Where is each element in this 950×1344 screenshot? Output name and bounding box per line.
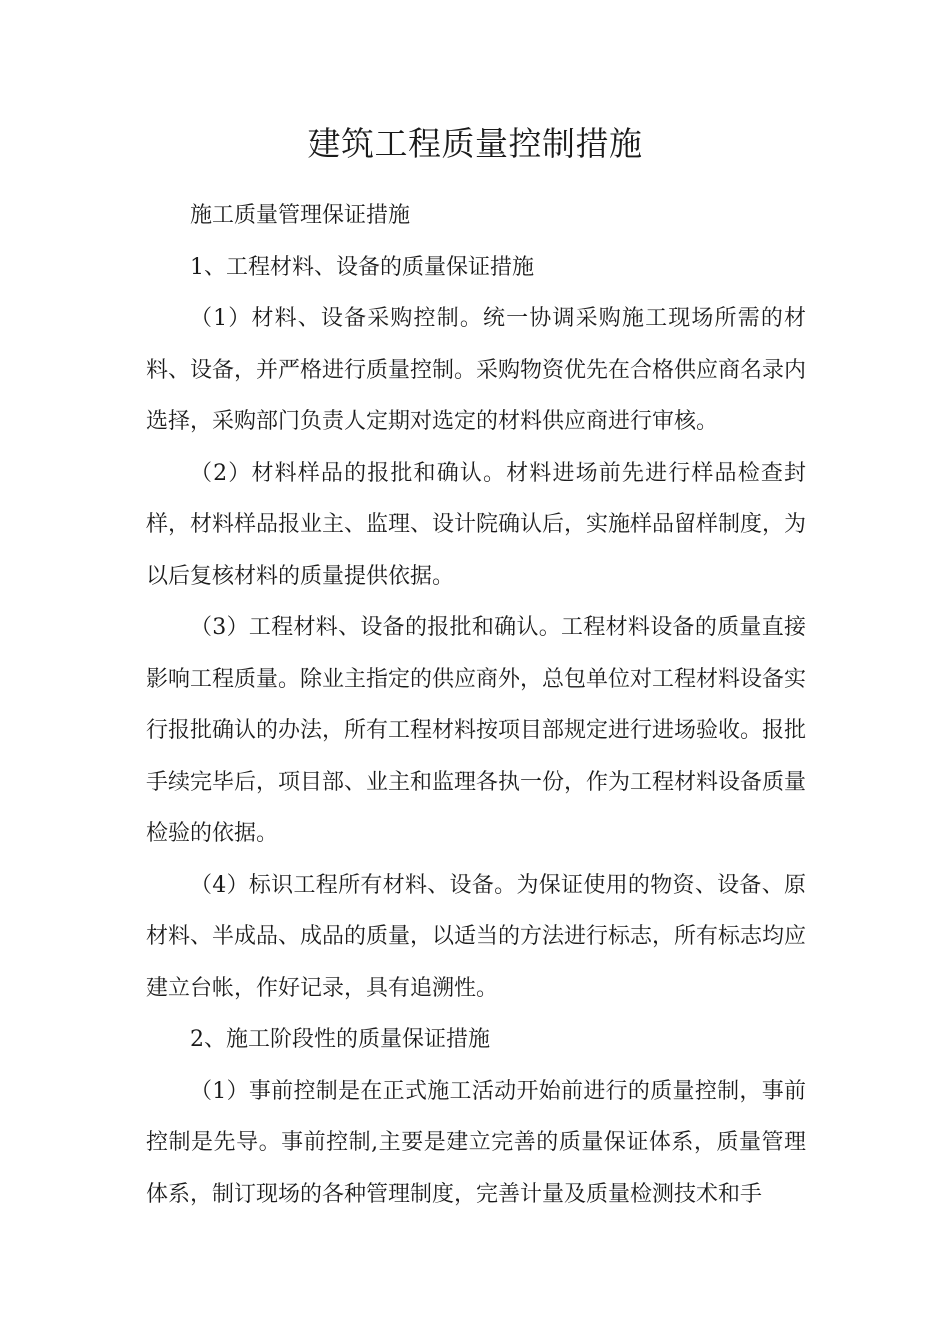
paragraph: （1）材料、设备采购控制。统一协调采购施工现场所需的材料、设备，并严格进行质量控制。采购物资优先在合格供应商名录内选择，采购部门负责人定期对选定的材料供应商进行审核。 <box>146 306 807 434</box>
document-body <box>146 190 806 1220</box>
section-heading: 施工质量管理保证措施 <box>190 203 411 228</box>
paragraph: （2）材料样品的报批和确认。材料进场前先进行样品检查封样，材料样品报业主、监理、设计院确认后，实施样品留样制度，为以后复核材料的质量提供依据。 <box>146 460 807 589</box>
paragraph: （1）事前控制是在正式施工活动开始前进行的质量控制，事前控制是先导。事前控制,主要是建立完善的质量保证体系，质量管理体系，制订现场的各种管理制度，完善计量及质量检测技术和手 <box>146 1078 806 1207</box>
page-title: 建筑工程质量控制措施 <box>307 124 643 163</box>
subsection-heading: 2、施工阶段性的质量保证措施 <box>190 1027 490 1052</box>
paragraph: （4）标识工程所有材料、设备。为保证使用的物资、设备、原材料、半成品、成品的质量，以适当的方法进行标志，所有标志均应建立台帐，作好记录，具有追溯性。 <box>146 872 807 1001</box>
subsection-heading: 1、工程材料、设备的质量保证措施 <box>190 254 534 280</box>
paragraph: （3）工程材料、设备的报批和确认。工程材料设备的质量直接影响工程质量。除业主指定的供应商外，总包单位对工程材料设备实行报批确认的办法，所有工程材料按项目部规定进行进场验收。报批手续完毕后，项目部、业主和监理各执一份，作为工程材料设备质量检验的依据。 <box>146 615 807 846</box>
